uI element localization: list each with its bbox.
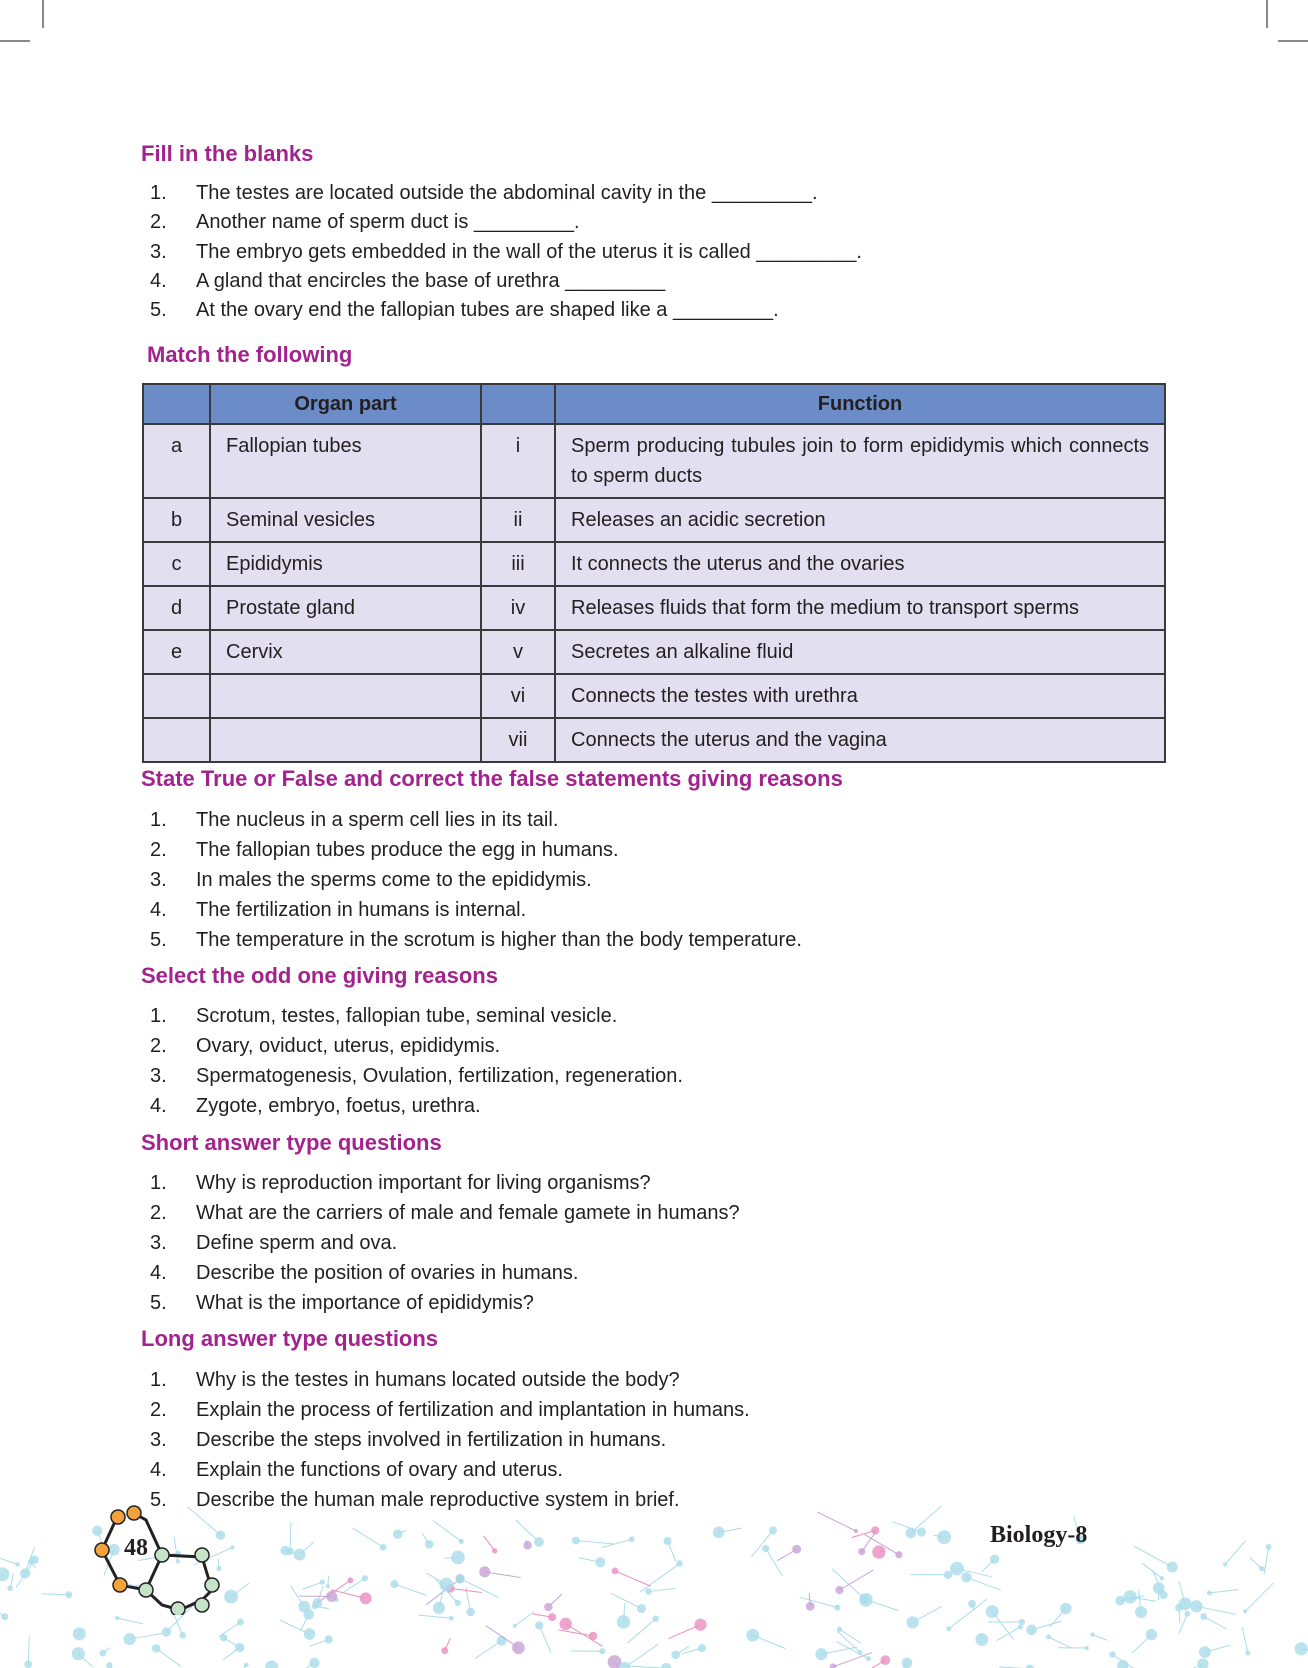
crop-mark: [42, 0, 44, 28]
item-text: The fertilization in humans is internal.: [196, 899, 527, 921]
item-text: The fallopian tubes produce the egg in humans.: [196, 839, 619, 861]
cell-function: Releases an acidic secretion: [555, 498, 1165, 542]
table-row: [143, 718, 1165, 762]
crop-mark: [1278, 40, 1308, 42]
list-item: [150, 1004, 617, 1028]
table-row: [143, 630, 1165, 674]
cell-organ-part: Cervix: [210, 630, 481, 674]
cell-letter: b: [143, 498, 210, 542]
item-number: 3.: [150, 1429, 167, 1451]
item-number: 5.: [150, 1292, 167, 1314]
list-item: [150, 1034, 500, 1058]
cell-organ-part: Epididymis: [210, 542, 481, 586]
item-number: 3.: [150, 869, 167, 891]
cell-numeral: iv: [481, 586, 555, 630]
header-blank: [143, 384, 210, 424]
item-number: 5.: [150, 299, 167, 321]
item-number: 2.: [150, 211, 167, 233]
item-text: Describe the human male reproductive system in brief.: [196, 1489, 680, 1511]
item-text: Another name of sperm duct is _________.: [196, 211, 580, 233]
item-text: Scrotum, testes, fallopian tube, seminal vesicle.: [196, 1005, 618, 1027]
list-item: [150, 1201, 740, 1225]
cell-letter: [143, 674, 210, 718]
page-number: 48: [124, 1535, 148, 1561]
hexagon-molecule-icon: [90, 1505, 240, 1615]
item-number: 4.: [150, 1262, 167, 1284]
item-number: 3.: [150, 1065, 167, 1087]
table-row: [143, 424, 1165, 498]
cell-function: Releases fluids that form the medium to transport sperms: [555, 586, 1165, 630]
list-item: [150, 1261, 578, 1285]
item-number: 2.: [150, 1035, 167, 1057]
table-row: [143, 674, 1165, 718]
table-row: [143, 586, 1165, 630]
list-item: [150, 928, 802, 952]
item-text: Zygote, embryo, foetus, urethra.: [196, 1095, 481, 1117]
item-text: In males the sperms come to the epididymis.: [196, 869, 592, 891]
item-number: 1.: [150, 1005, 167, 1027]
cell-letter: a: [143, 424, 210, 498]
list-item: [150, 298, 779, 322]
item-text: Describe the steps involved in fertilization in humans.: [196, 1429, 667, 1451]
list-item: [150, 1291, 534, 1315]
item-text: Spermatogenesis, Ovulation, fertilization, regeneration.: [196, 1065, 683, 1087]
item-number: 2.: [150, 1202, 167, 1224]
cell-organ-part: Fallopian tubes: [210, 424, 481, 498]
section-heading-fill-blanks: Fill in the blanks: [141, 141, 314, 166]
item-number: 4.: [150, 270, 167, 292]
cell-letter: d: [143, 586, 210, 630]
cell-numeral: ii: [481, 498, 555, 542]
item-number: 1.: [150, 1172, 167, 1194]
list-item: [150, 210, 580, 234]
list-item: [150, 838, 619, 862]
list-item: [150, 1231, 397, 1255]
header-organ-part: Organ part: [210, 384, 481, 424]
item-text: Describe the position of ovaries in humans.: [196, 1262, 579, 1284]
item-number: 3.: [150, 1232, 167, 1254]
list-item: [150, 1368, 680, 1392]
item-text: The embryo gets embedded in the wall of the uterus it is called _________.: [196, 241, 862, 263]
item-number: 4.: [150, 899, 167, 921]
cell-organ-part: Prostate gland: [210, 586, 481, 630]
cell-numeral: iii: [481, 542, 555, 586]
item-text: Ovary, oviduct, uterus, epididymis.: [196, 1035, 501, 1057]
item-text: The nucleus in a sperm cell lies in its tail.: [196, 809, 559, 831]
item-text: The temperature in the scrotum is higher than the body temperature.: [196, 929, 802, 951]
cell-numeral: vii: [481, 718, 555, 762]
item-text: Explain the process of fertilization and implantation in humans.: [196, 1399, 750, 1421]
item-text: Explain the functions of ovary and uterus.: [196, 1459, 563, 1481]
item-number: 1.: [150, 1369, 167, 1391]
crop-mark: [1266, 0, 1268, 28]
cell-numeral: vi: [481, 674, 555, 718]
book-title: Biology-8: [990, 1522, 1088, 1548]
section-heading-true-false: State True or False and correct the false statements giving reasons: [141, 766, 843, 791]
table-row: [143, 498, 1165, 542]
item-text: What are the carriers of male and female gamete in humans?: [196, 1202, 740, 1224]
list-item: [150, 868, 592, 892]
item-number: 5.: [150, 929, 167, 951]
list-item: [150, 181, 818, 205]
section-heading-long: Long answer type questions: [141, 1326, 439, 1351]
cell-function: It connects the uterus and the ovaries: [555, 542, 1165, 586]
cell-function: Connects the testes with urethra: [555, 674, 1165, 718]
item-text: Define sperm and ova.: [196, 1232, 398, 1254]
header-blank: [481, 384, 555, 424]
list-item: [150, 1428, 666, 1452]
cell-organ-part: [210, 674, 481, 718]
item-number: 1.: [150, 809, 167, 831]
list-item: [150, 1458, 563, 1482]
crop-mark: [0, 40, 30, 42]
cell-function: Sperm producing tubules join to form epididymis which connects to sperm ducts: [555, 424, 1165, 498]
section-heading-odd-one: Select the odd one giving reasons: [141, 963, 498, 988]
item-text: Why is reproduction important for living organisms?: [196, 1172, 651, 1194]
list-item: [150, 898, 526, 922]
list-item: [150, 1094, 481, 1118]
cell-function: Connects the uterus and the vagina: [555, 718, 1165, 762]
section-heading-short: Short answer type questions: [141, 1130, 442, 1155]
header-function: Function: [555, 384, 1165, 424]
item-text: Why is the testes in humans located outside the body?: [196, 1369, 680, 1391]
list-item: [150, 240, 862, 264]
item-number: 2.: [150, 839, 167, 861]
item-number: 4.: [150, 1459, 167, 1481]
cell-letter: [143, 718, 210, 762]
item-text: What is the importance of epididymis?: [196, 1292, 534, 1314]
cell-letter: e: [143, 630, 210, 674]
item-number: 4.: [150, 1095, 167, 1117]
section-heading-match: Match the following: [147, 342, 353, 367]
match-table: [142, 383, 1166, 763]
item-number: 5.: [150, 1489, 167, 1511]
item-number: 3.: [150, 241, 167, 263]
cell-organ-part: [210, 718, 481, 762]
list-item: [150, 1171, 651, 1195]
cell-numeral: i: [481, 424, 555, 498]
cell-letter: c: [143, 542, 210, 586]
list-item: [150, 269, 665, 293]
cell-function: Secretes an alkaline fluid: [555, 630, 1165, 674]
item-text: A gland that encircles the base of urethra _________: [196, 270, 666, 292]
table-row: [143, 542, 1165, 586]
item-number: 1.: [150, 182, 167, 204]
list-item: [150, 808, 558, 832]
cell-organ-part: Seminal vesicles: [210, 498, 481, 542]
item-text: At the ovary end the fallopian tubes are shaped like a _________.: [196, 299, 779, 321]
table-header-row: [143, 384, 1165, 424]
list-item: [150, 1398, 750, 1422]
cell-numeral: v: [481, 630, 555, 674]
item-text: The testes are located outside the abdominal cavity in the _________.: [196, 182, 818, 204]
item-number: 2.: [150, 1399, 167, 1421]
list-item: [150, 1064, 683, 1088]
